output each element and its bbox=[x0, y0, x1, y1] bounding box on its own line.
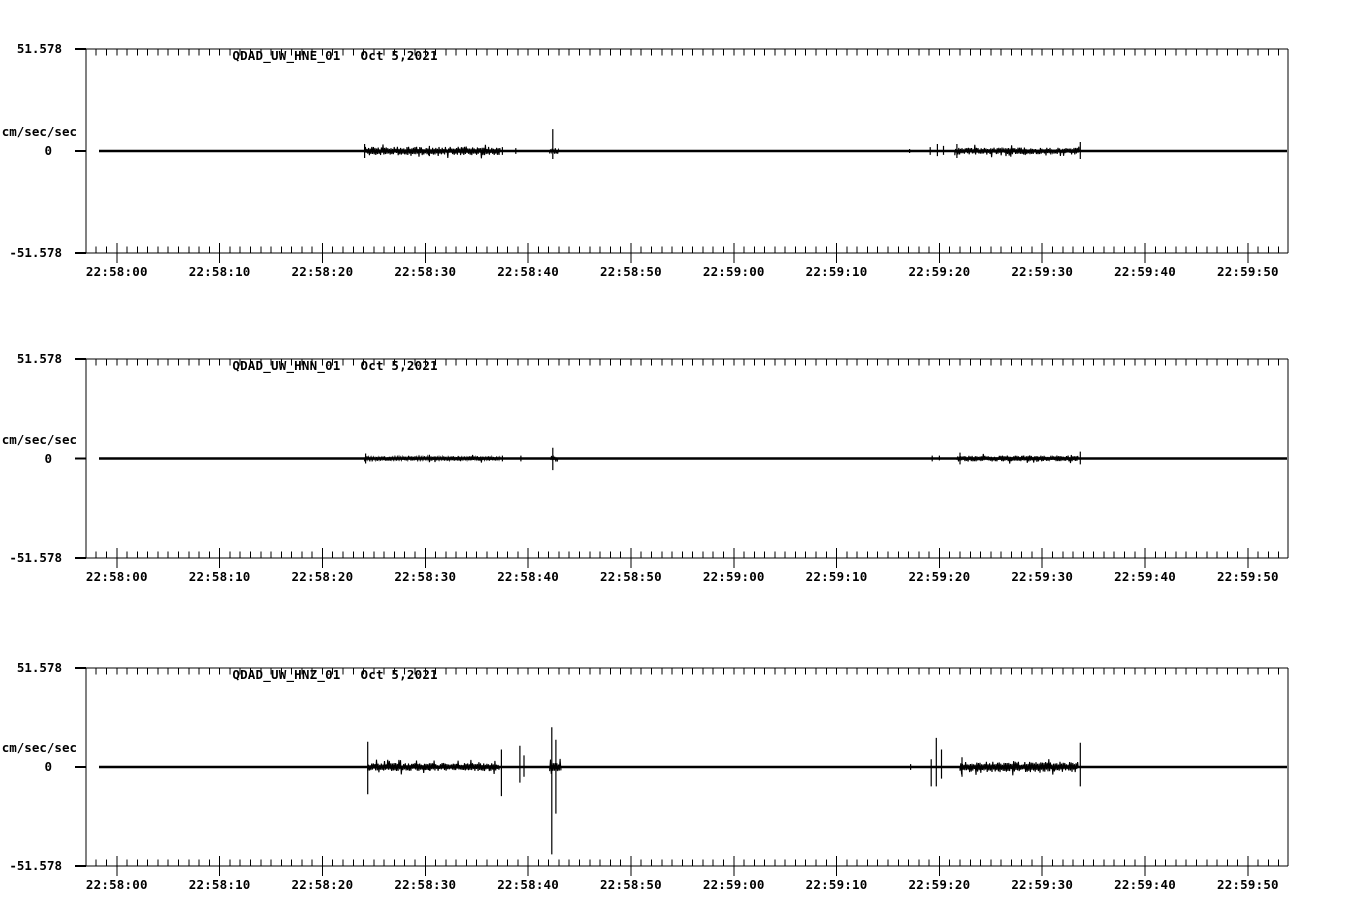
x-tick-label: 22:58:40 bbox=[497, 569, 559, 584]
x-tick-label: 22:58:40 bbox=[497, 877, 559, 892]
x-tick-label: 22:58:30 bbox=[394, 877, 457, 892]
x-tick-label: 22:59:30 bbox=[1011, 569, 1074, 584]
y-axis-unit-label: cm/sec/sec bbox=[1, 124, 77, 139]
x-tick-label: 22:59:00 bbox=[702, 264, 765, 279]
x-tick-label: 22:59:30 bbox=[1011, 877, 1074, 892]
station-channel-label: QDAD_UW_HNN_01 bbox=[232, 358, 341, 373]
x-tick-label: 22:58:50 bbox=[600, 264, 662, 279]
x-tick-label: 22:58:20 bbox=[291, 264, 354, 279]
panel-title bbox=[186, 342, 438, 390]
y-zero-label: 0 bbox=[44, 759, 52, 774]
station-channel-label: QDAD_UW_HNE_01 bbox=[232, 48, 341, 63]
x-tick-label: 22:58:40 bbox=[497, 264, 559, 279]
y-min-label: -51.578 bbox=[9, 550, 62, 565]
date-label: Oct 5,2021 bbox=[360, 358, 438, 373]
x-tick-label: 22:59:30 bbox=[1011, 264, 1074, 279]
y-max-label: 51.578 bbox=[16, 660, 62, 675]
y-min-label: -51.578 bbox=[9, 858, 62, 873]
y-zero-label: 0 bbox=[44, 450, 52, 466]
x-tick-label: 22:58:10 bbox=[188, 877, 251, 892]
y-max-label: 51.578 bbox=[16, 351, 62, 366]
x-tick-label: 22:59:40 bbox=[1114, 264, 1176, 279]
x-tick-label: 22:58:20 bbox=[291, 877, 354, 892]
x-tick-label: 22:58:50 bbox=[600, 569, 662, 584]
x-tick-label: 22:58:20 bbox=[291, 569, 354, 584]
x-tick-label: 22:58:00 bbox=[85, 877, 148, 892]
x-tick-label: 22:59:00 bbox=[702, 877, 765, 892]
x-tick-label: 22:58:00 bbox=[85, 264, 148, 279]
x-tick-label: 22:59:10 bbox=[805, 877, 868, 892]
x-tick-label: 22:59:20 bbox=[908, 569, 971, 584]
x-tick-label: 22:59:10 bbox=[805, 264, 868, 279]
y-axis-unit-label: cm/sec/sec bbox=[1, 740, 77, 755]
x-tick-label: 22:59:40 bbox=[1114, 877, 1176, 892]
x-tick-label: 22:58:50 bbox=[600, 877, 662, 892]
y-max-label: 51.578 bbox=[16, 41, 62, 56]
x-tick-label: 22:59:00 bbox=[702, 569, 765, 584]
x-tick-label: 22:59:20 bbox=[908, 877, 971, 892]
x-tick-label: 22:58:00 bbox=[85, 569, 148, 584]
x-tick-label: 22:58:30 bbox=[394, 569, 457, 584]
x-tick-label: 22:58:10 bbox=[188, 569, 251, 584]
y-zero-label: 0 bbox=[44, 143, 52, 158]
x-tick-label: 22:58:30 bbox=[394, 264, 457, 279]
x-tick-label: 22:59:50 bbox=[1216, 877, 1279, 892]
station-channel-label: QDAD_UW_HNZ_01 bbox=[232, 667, 341, 682]
panel-title bbox=[186, 651, 438, 699]
x-tick-label: 22:59:50 bbox=[1216, 569, 1279, 584]
date-label: Oct 5,2021 bbox=[360, 48, 438, 63]
y-axis-unit-label: cm/sec/sec bbox=[1, 431, 77, 447]
x-tick-label: 22:58:10 bbox=[188, 264, 251, 279]
panel-title bbox=[186, 32, 438, 80]
y-min-label: -51.578 bbox=[9, 245, 62, 260]
x-tick-label: 22:59:10 bbox=[805, 569, 868, 584]
x-tick-label: 22:59:20 bbox=[908, 264, 971, 279]
date-label: Oct 5,2021 bbox=[360, 667, 438, 682]
x-tick-label: 22:59:50 bbox=[1216, 264, 1279, 279]
x-tick-label: 22:59:40 bbox=[1114, 569, 1176, 584]
